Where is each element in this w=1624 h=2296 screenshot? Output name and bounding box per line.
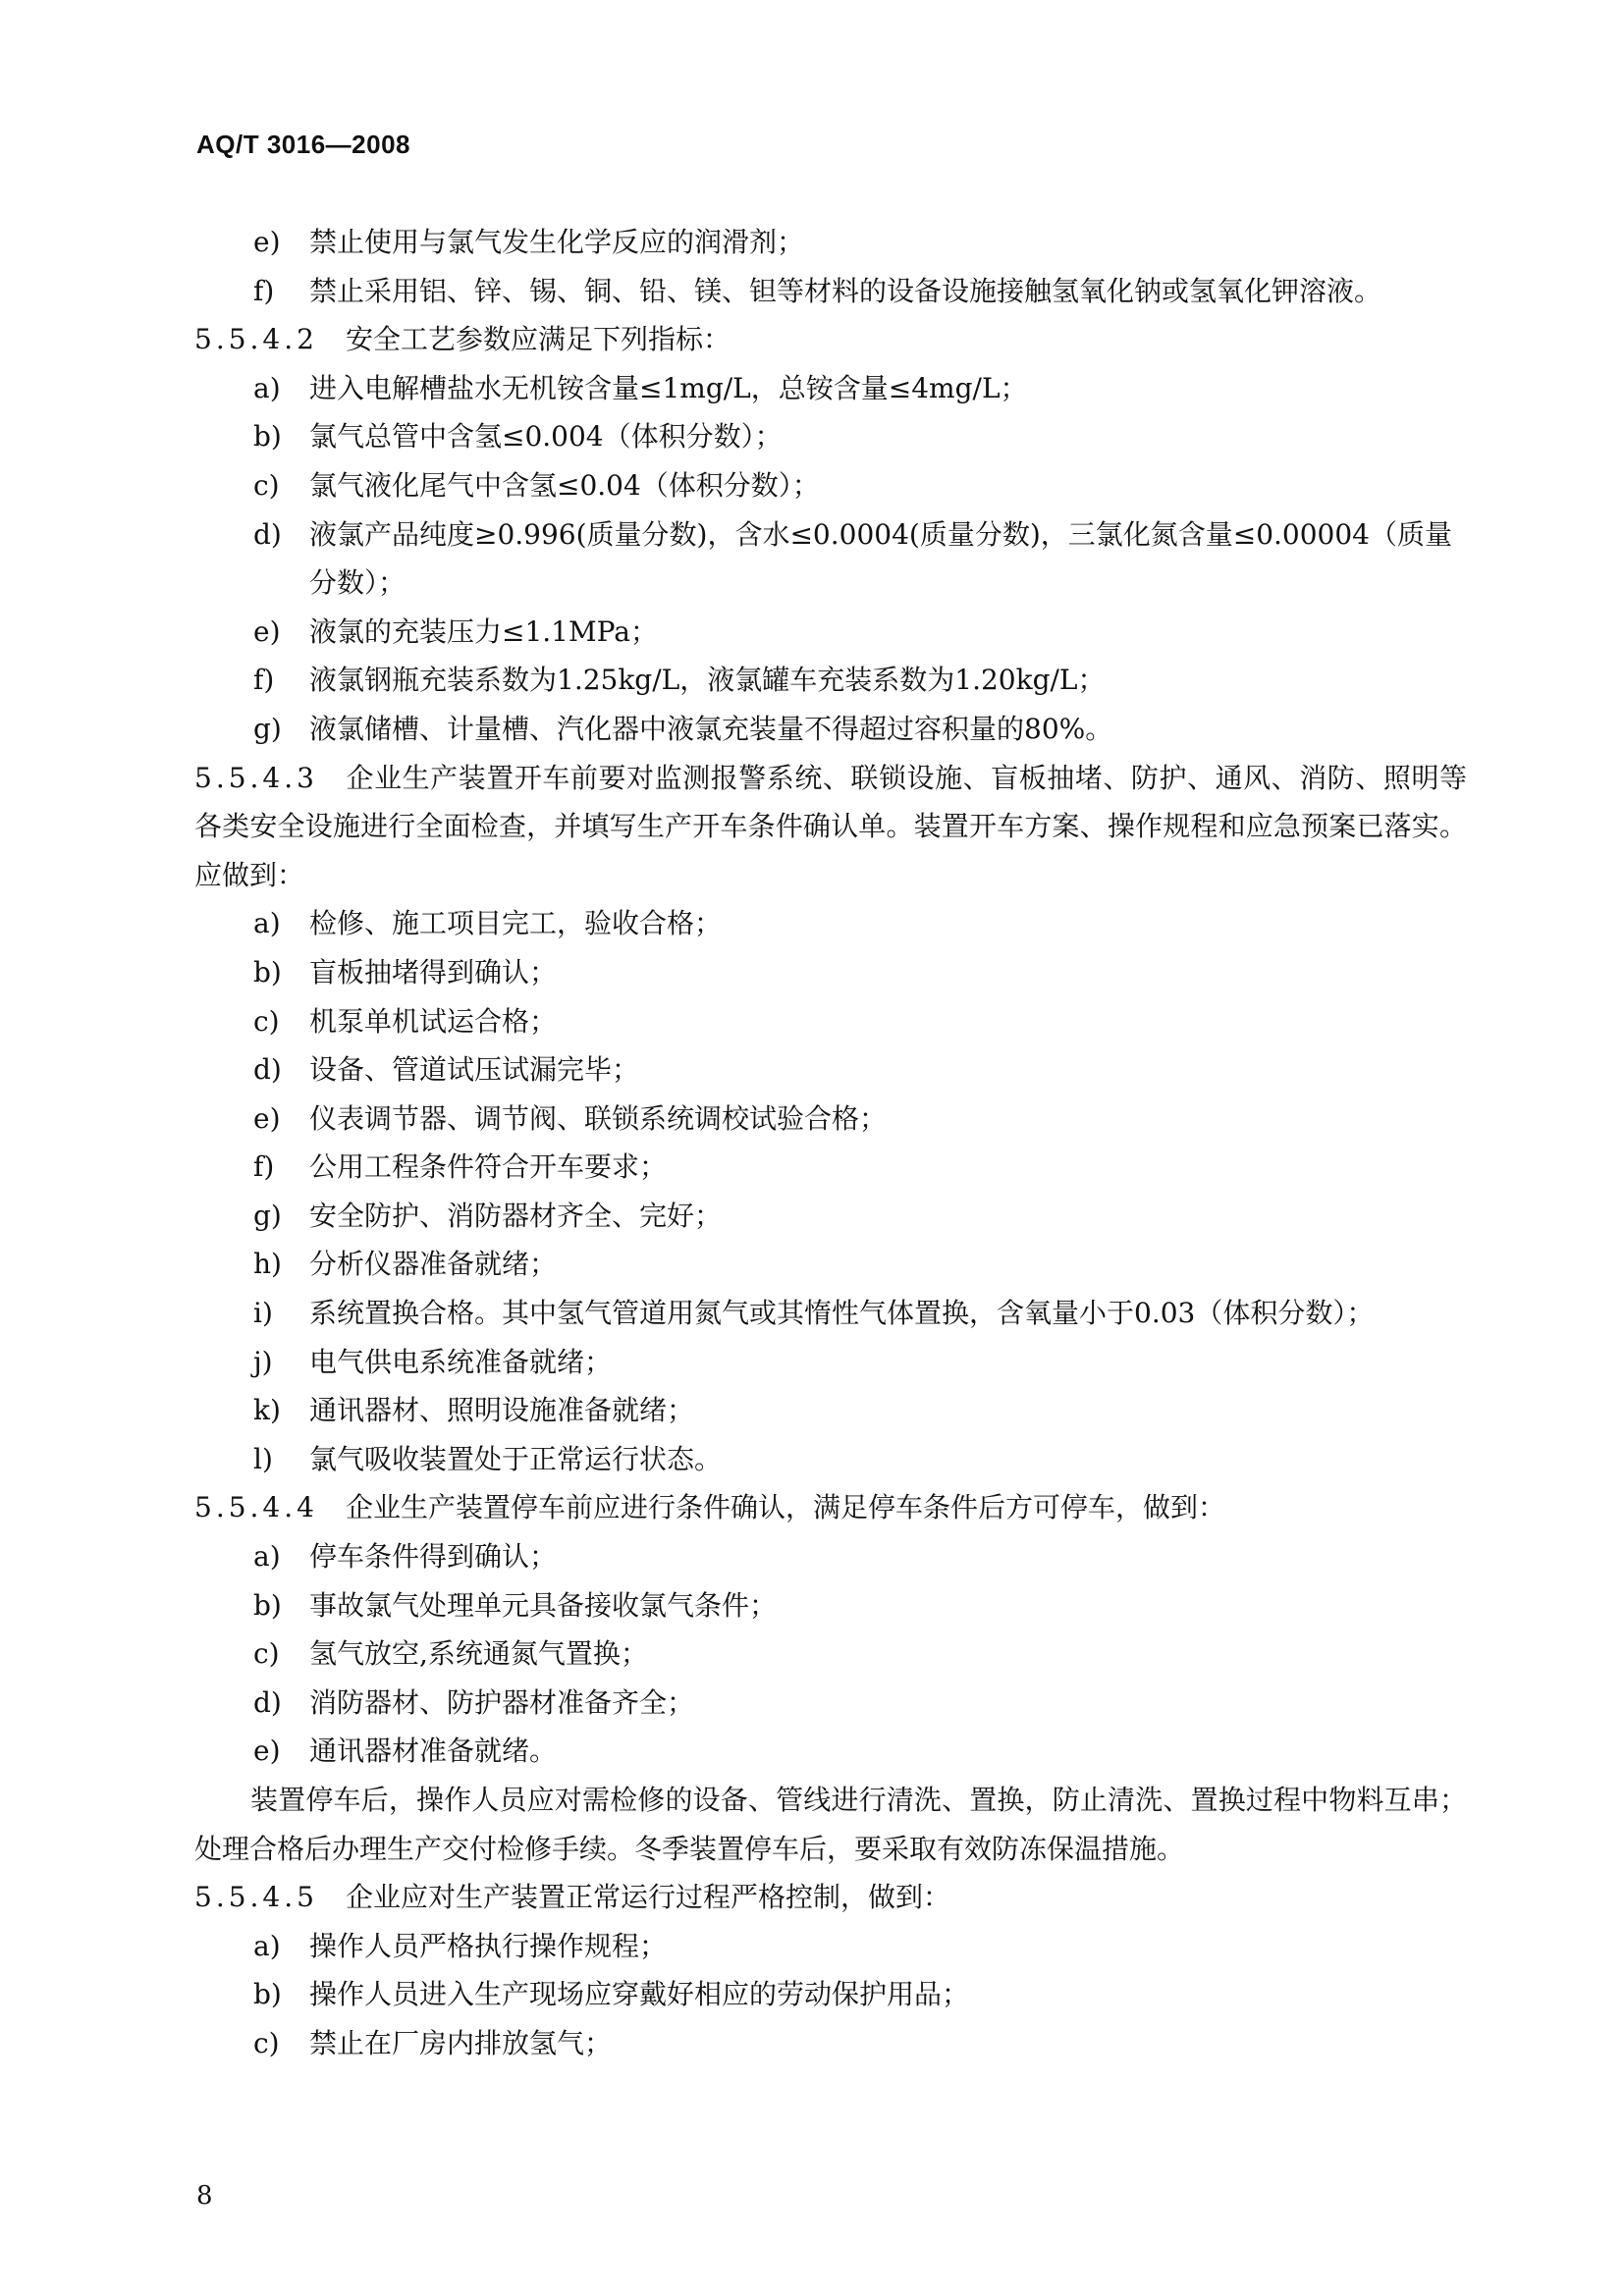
section-text: 企业生产装置停车前应进行条件确认，满足停车条件后方可停车，做到：	[345, 1491, 1225, 1524]
section-5-5-4-3	[194, 754, 1467, 900]
list-item-text: 事故氯气处理单元具备接收氯气条件；	[309, 1588, 778, 1622]
section-number: 5.5.4.5	[194, 1881, 318, 1914]
list-item	[194, 1629, 1467, 1679]
list-item-text: 操作人员进入生产现场应穿戴好相应的劳动保护用品；	[309, 1978, 970, 2011]
list-item	[194, 1679, 1467, 1728]
list-item-text: 禁止在厂房内排放氢气；	[309, 2026, 613, 2059]
section-number: 5.5.4.2	[194, 323, 318, 356]
list-item-text: 检修、施工项目完工，验收合格；	[309, 907, 723, 940]
page-number: 8	[196, 2181, 213, 2211]
list-item-text: 禁止采用铝、锌、锡、铜、铅、镁、钽等材料的设备设施接触氢氧化钠或氢氧化钾溶液。	[309, 274, 1382, 307]
section-text: 安全工艺参数应满足下列指标：	[345, 323, 731, 356]
list-item-text: 进入电解槽盐水无机铵含量≤1mg/L，总铵含量≤4mg/L；	[309, 371, 1028, 404]
list-item-text: 液氯的充装压力≤1.1MPa；	[309, 614, 658, 648]
list-item	[194, 1386, 1467, 1435]
list-item-label: b)	[253, 955, 282, 988]
list-item	[194, 1192, 1467, 1241]
list-item-label: b)	[253, 1978, 282, 2011]
list-item	[194, 510, 1467, 560]
list-item	[194, 412, 1467, 461]
list-item-label: i)	[253, 1297, 273, 1330]
list-item	[194, 461, 1467, 510]
list-item-label: b)	[253, 1588, 282, 1622]
item-list-a	[194, 218, 1467, 315]
list-item-text: 仪表调节器、调节阀、联锁系统调校试验合格；	[309, 1101, 888, 1135]
page-content	[194, 218, 1467, 2068]
list-item	[194, 1045, 1467, 1095]
list-item-text: 禁止使用与氯气发生化学反应的润滑剂；	[309, 226, 805, 258]
list-item-label: e)	[253, 226, 281, 258]
list-item	[194, 899, 1467, 948]
section-number: 5.5.4.4	[194, 1491, 318, 1524]
list-item-label: f)	[253, 1150, 275, 1184]
section-5-5-4-4	[194, 1483, 1467, 1532]
list-item	[194, 1095, 1467, 1144]
list-item-label: h)	[253, 1248, 282, 1281]
list-item	[194, 1970, 1467, 2019]
list-item	[194, 218, 1467, 267]
list-item-label: f)	[253, 274, 275, 307]
list-item-label: a)	[253, 1929, 281, 1962]
shutdown-paragraph: 装置停车后，操作人员应对需检修的设备、管线进行清洗、置换，防止清洗、置换过程中物料互串；处理合格后办理生产交付检修手续。冬季装置停车后，要采取有效防冻保温措施。	[194, 1784, 1467, 1865]
list-item-label: e)	[253, 614, 281, 648]
list-item-text: 公用工程条件符合开车要求；	[309, 1150, 668, 1184]
list-item-text: 液氯钢瓶充装系数为1.25kg/L，液氯罐车充装系数为1.20kg/L；	[309, 664, 1106, 697]
section-5-5-4-5	[194, 1873, 1467, 1922]
list-item	[194, 267, 1467, 316]
list-item	[194, 1240, 1467, 1289]
list-item-label: g)	[253, 1199, 282, 1232]
list-item-text: 停车条件得到确认；	[309, 1540, 558, 1574]
item-list-d	[194, 899, 1467, 1483]
list-item-label: d)	[253, 1685, 282, 1719]
list-item	[194, 1289, 1467, 1338]
list-item-text: 操作人员严格执行操作规程；	[309, 1929, 668, 1962]
section-number: 5.5.4.3	[194, 761, 318, 794]
list-item	[194, 364, 1467, 413]
list-item	[194, 1435, 1467, 1484]
section-text: 企业应对生产装置正常运行过程严格控制，做到：	[345, 1881, 950, 1914]
list-item	[194, 608, 1467, 657]
list-item-label: k)	[253, 1394, 281, 1427]
list-item-label: f)	[253, 664, 275, 697]
list-item-text: 液氯储槽、计量槽、汽化器中液氯充装量不得超过容积量的80%。	[309, 712, 1113, 745]
list-item-text: 液氯产品纯度≥0.996(质量分数)，含水≤0.0004(质量分数)，三氯化氮含量≤0.00004（质量	[309, 517, 1452, 551]
list-item-label: a)	[253, 371, 281, 404]
list-item	[194, 1338, 1467, 1387]
list-item-label: j)	[253, 1345, 273, 1378]
list-item-label: a)	[253, 1540, 281, 1574]
list-item	[194, 656, 1467, 705]
list-item-text: 安全防护、消防器材齐全、完好；	[309, 1199, 723, 1232]
list-item	[194, 997, 1467, 1046]
list-item-label: e)	[253, 1101, 281, 1135]
list-item-text: 氯气总管中含氢≤0.004（体积分数）；	[309, 420, 783, 454]
list-item-label: c)	[253, 468, 280, 502]
section-text: 企业生产装置开车前要对监测报警系统、联锁设施、盲板抽堵、防护、通风、消防、照明等各类安全设施进行全面检查，并填写生产开车条件确认单。装置开车方案、操作规程和应急预案已落实。应做到：	[194, 761, 1467, 891]
standard-code-header: AQ/T 3016—2008	[196, 130, 411, 159]
list-item-continuation: 分数）；	[309, 566, 406, 600]
list-item-text: 盲板抽堵得到确认；	[309, 955, 558, 988]
list-item-text: 电气供电系统准备就绪；	[309, 1345, 613, 1378]
list-item-text: 通讯器材、照明设施准备就绪；	[309, 1394, 695, 1427]
list-item-label: d)	[253, 1053, 282, 1087]
list-item-label: a)	[253, 907, 281, 940]
list-item-text: 机泵单机试运合格；	[309, 1004, 558, 1038]
list-item	[194, 1532, 1467, 1581]
list-item	[194, 1922, 1467, 1971]
list-item	[194, 2019, 1467, 2068]
list-item-label: e)	[253, 1735, 281, 1768]
list-item	[194, 948, 1467, 997]
list-item-text: 分析仪器准备就绪；	[309, 1248, 558, 1281]
list-item-text: 通讯器材准备就绪。	[309, 1735, 558, 1768]
list-item-text: 氯气吸收装置处于正常运行状态。	[309, 1442, 723, 1475]
list-item	[194, 1581, 1467, 1630]
list-item-text: 氢气放空,系统通氮气置换；	[309, 1637, 648, 1671]
item-list-f	[194, 1922, 1467, 2068]
list-item	[194, 705, 1467, 754]
item-list-e	[194, 1532, 1467, 1776]
list-item	[194, 1727, 1467, 1776]
list-item-label: c)	[253, 1637, 280, 1671]
list-item-text: 系统置换合格。其中氢气管道用氮气或其惰性气体置换，含氧量小于0.03（体积分数）；	[309, 1297, 1375, 1330]
item-list-c	[194, 608, 1467, 754]
list-item-label: g)	[253, 712, 282, 745]
list-item-text: 消防器材、防护器材准备齐全；	[309, 1685, 695, 1719]
item-list-b	[194, 364, 1467, 559]
list-item-label: c)	[253, 1004, 280, 1038]
list-item-text: 设备、管道试压试漏完毕；	[309, 1053, 640, 1087]
section-5-5-4-2	[194, 315, 1467, 364]
list-item-label: l)	[253, 1442, 273, 1475]
list-item-text: 氯气液化尾气中含氢≤0.04（体积分数）；	[309, 468, 820, 502]
list-item	[194, 1143, 1467, 1192]
list-item-label: c)	[253, 2026, 280, 2059]
list-item-label: b)	[253, 420, 282, 454]
list-item-label: d)	[253, 517, 282, 551]
